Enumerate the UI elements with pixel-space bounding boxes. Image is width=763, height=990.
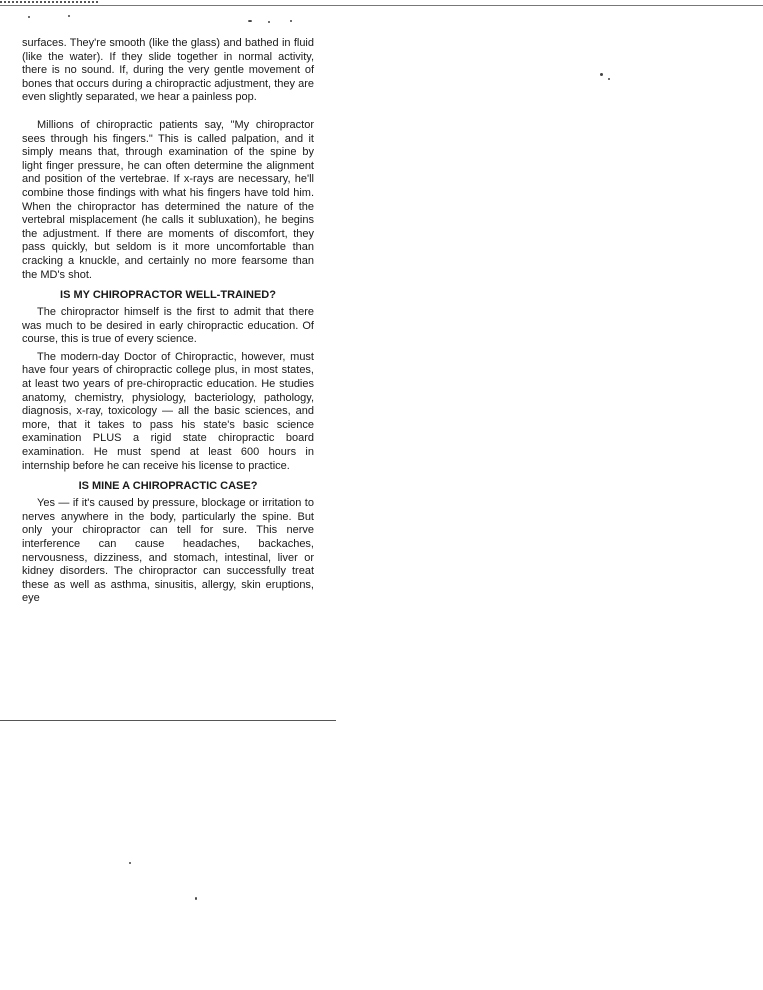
paragraph-nerve-interference: Yes — if it's caused by pressure, blockage or irritation to nerves anywhere in the body, particularly the spine. But only your chiropractor can tell for sure. This nerve interference can cause headaches, backaches, nervousness, dizziness, and stomach, intestinal, liver or kidney disorders. The chiropractor can successfully treat these as well as asthma, sinusitis, allergy, skin eruptions, eye [22,497,314,605]
top-dotted-mark [0,1,98,3]
bottom-column-rule [0,720,336,721]
scan-speck [290,20,292,22]
paragraph-modern-doctor: The modern-day Doctor of Chiropractic, however, must have four years of chiropractic college plus, in most states, at least two years of pre-chiropractic education. He studies anatomy, chemistry, physiology, bacteriology, pathology, diagnosis, x-ray, toxicology — all the basic sciences, and more, that it takes to pass his state's basic science examination PLUS a rigid state chiropractic board examination. He must spend at least 600 hours in internship before he can receive his license to practice. [22,350,314,472]
scan-speck [68,15,70,17]
article-column [22,37,314,606]
paragraph-early-education: The chiropractor himself is the first to admit that there was much to be desired in early chiropractic education. Of course, this is true of every science. [22,306,314,346]
scan-speck [28,16,30,18]
scan-speck [195,897,197,900]
scan-speck [600,73,603,76]
top-page-rule [0,5,763,6]
heading-chiropractic-case: IS MINE A CHIROPRACTIC CASE? [78,480,258,493]
scan-speck [129,862,131,864]
paragraph-palpation: Millions of chiropractic patients say, "My chiropractor sees through his fingers." This is called palpation, and it simply means that, through examination of the spine by light finger pressure, he can often determine the alignment and position of the vertebrae. If x-rays are necessary, he'll combine those findings with what his fingers have told him. When the chiropractor has determined the nature of the vertebral misplacement (he calls it subluxation), he begins the adjustment. If there are moments of discomfort, they pass quickly, but seldom is it more uncomfortable than cracking a knuckle, and certainly no more fearsome than the MD's shot. [22,118,314,281]
scan-speck [608,78,610,80]
scan-speck [248,20,252,22]
paragraph-joint-surfaces: surfaces. They're smooth (like the glass) and bathed in fluid (like the water). If they slide together in normal activity, there is no sound. If, during the very gentle movement of bones that occurs during a chiropractic adjustment, they are even slightly separated, we hear a painless pop. [22,37,314,104]
heading-well-trained: IS MY CHIROPRACTOR WELL-TRAINED? [60,289,276,302]
scan-speck [268,21,270,23]
